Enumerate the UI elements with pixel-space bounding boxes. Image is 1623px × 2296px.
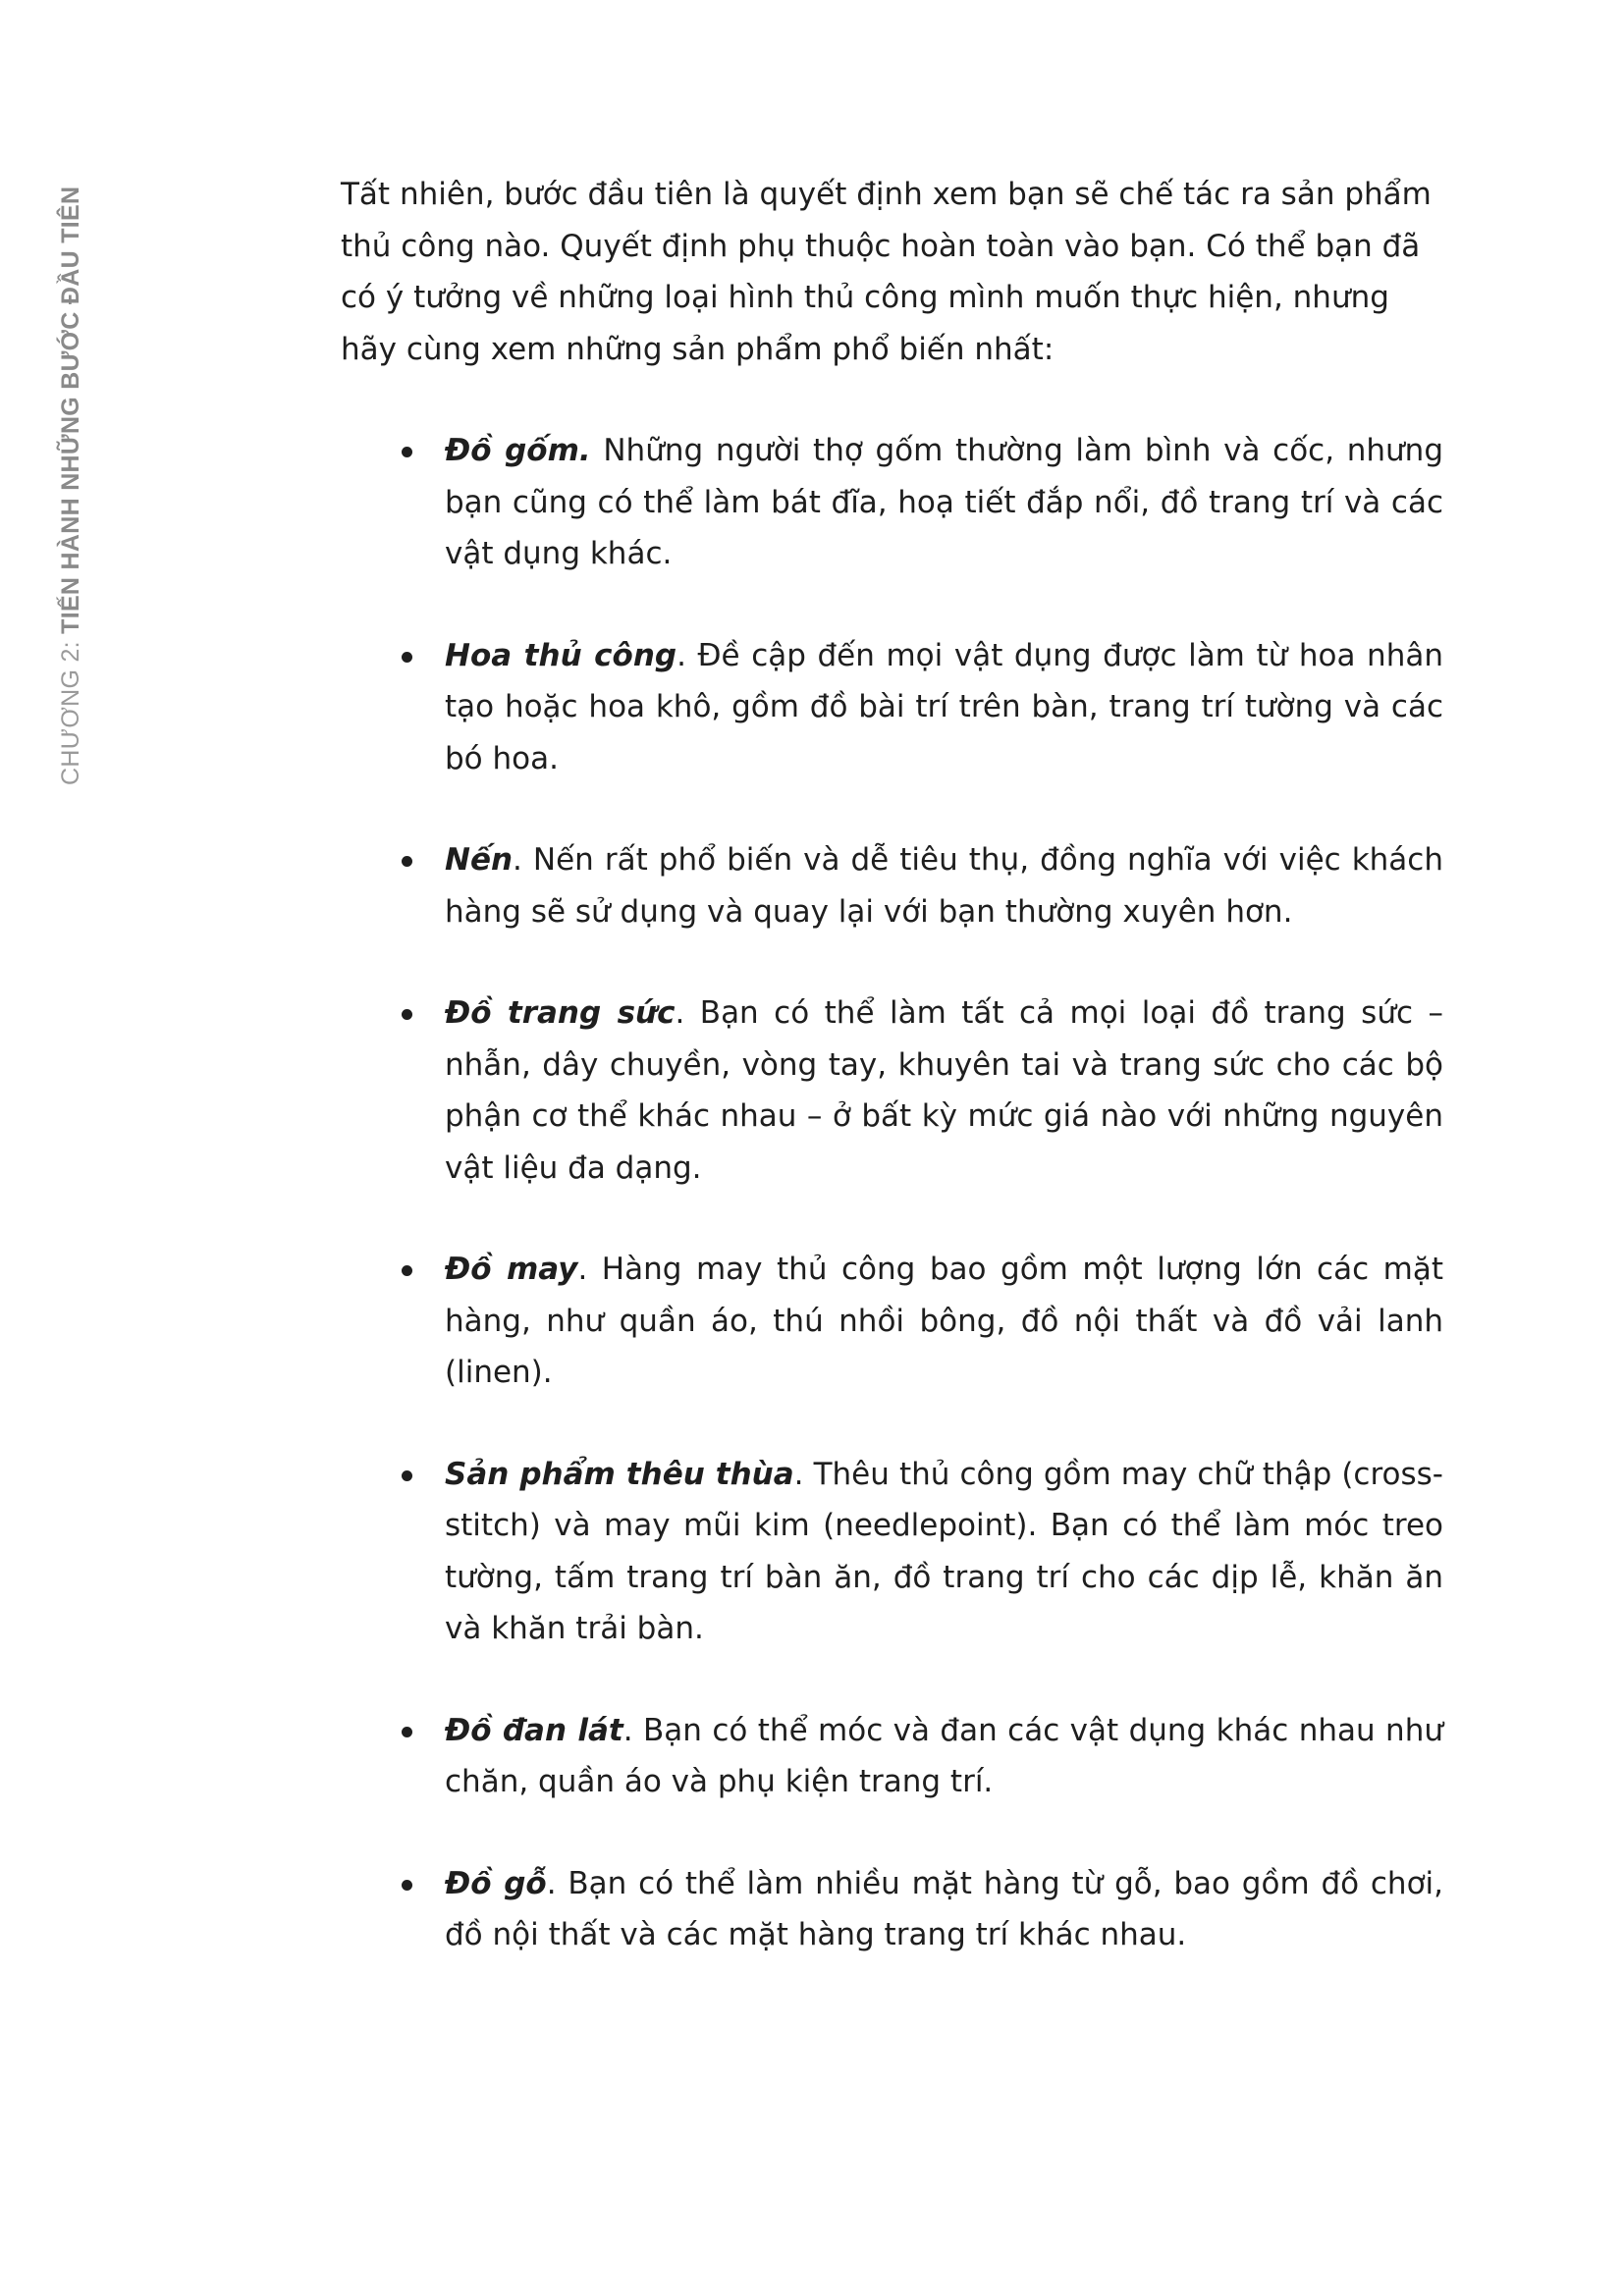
bullet-icon — [402, 1727, 412, 1737]
item-term: Đồ may — [445, 1252, 578, 1287]
list-item — [341, 1858, 1443, 1961]
page-body — [341, 169, 1443, 1961]
item-text: . Đề cập đến mọi vật dụng được làm từ hoa nhân tạo hoặc hoa khô, gồm đồ bài trí trên bàn, trang trí tường và các bó hoa. — [445, 637, 1443, 776]
intro-paragraph: Tất nhiên, bước đầu tiên là quyết định xem bạn sẽ chế tác ra sản phẩm thủ công nào. Quyết định phụ thuộc hoàn toàn vào bạn. Có thể bạn đã có ý tưởng về những loại hình thủ công mình muốn thực hiện, nhưng hãy cùng xem những sản phẩm phổ biến nhất: — [341, 177, 1432, 367]
list-item — [341, 1705, 1443, 1808]
list-item — [341, 988, 1443, 1194]
list-item — [341, 834, 1443, 937]
chapter-running-header — [51, 147, 90, 785]
item-text: . Nến rất phổ biến và dễ tiêu thụ, đồng nghĩa với việc khách hàng sẽ sử dụng và quay lại với bạn thường xuyên hơn. — [445, 842, 1443, 930]
craft-list — [341, 425, 1443, 1961]
item-text: . Thêu thủ công gồm may chữ thập (cross-stitch) và may mũi kim (needlepoint). Bạn có thể làm móc treo tường, tấm trang trí bàn ăn, đồ trang trí cho các dịp lễ, khăn ăn và khăn trải bàn. — [445, 1456, 1443, 1646]
item-term: Sản phẩm thêu thùa — [445, 1456, 794, 1492]
bullet-icon — [402, 652, 412, 663]
bullet-icon — [402, 1265, 412, 1276]
list-item — [341, 630, 1443, 785]
item-term: Nến — [445, 842, 514, 878]
item-term: Đồ đan lát — [445, 1712, 623, 1748]
item-term: Đồ trang sức — [445, 995, 676, 1031]
item-term: Đồ gỗ — [445, 1865, 547, 1901]
item-text: . Hàng may thủ công bao gồm một lượng lớn các mặt hàng, như quần áo, thú nhồi bông, đồ nội thất và đồ vải lanh (linen). — [445, 1252, 1443, 1390]
bullet-icon — [402, 1009, 412, 1020]
bullet-icon — [402, 447, 412, 457]
list-item — [341, 1449, 1443, 1655]
item-term: Đồ gốm. — [445, 433, 591, 468]
chapter-number: CHƯƠNG 2: — [57, 633, 84, 785]
bullet-icon — [402, 856, 412, 867]
bullet-icon — [402, 1470, 412, 1481]
bullet-icon — [402, 1880, 412, 1891]
list-item — [341, 425, 1443, 580]
list-item — [341, 1244, 1443, 1399]
item-text: . Bạn có thể làm tất cả mọi loại đồ trang sức – nhẫn, dây chuyền, vòng tay, khuyên tai và trang sức cho các bộ phận cơ thể khác nhau – ở bất kỳ mức giá nào với những nguyên vật liệu đa dạng. — [445, 995, 1443, 1186]
chapter-title: TIẾN HÀNH NHỮNG BƯỚC ĐẦU TIÊN — [57, 186, 84, 634]
item-text: . Bạn có thể làm nhiều mặt hàng từ gỗ, bao gồm đồ chơi, đồ nội thất và các mặt hàng trang trí khác nhau. — [445, 1865, 1444, 1952]
item-term: Hoa thủ công — [445, 637, 677, 673]
item-text: . Bạn có thể móc và đan các vật dụng khác nhau như chăn, quần áo và phụ kiện trang trí. — [445, 1712, 1443, 1799]
item-text: Những người thợ gốm thường làm bình và cốc, nhưng bạn cũng có thể làm bát đĩa, hoạ tiết đắp nổi, đồ trang trí và các vật dụng khác. — [445, 433, 1444, 571]
